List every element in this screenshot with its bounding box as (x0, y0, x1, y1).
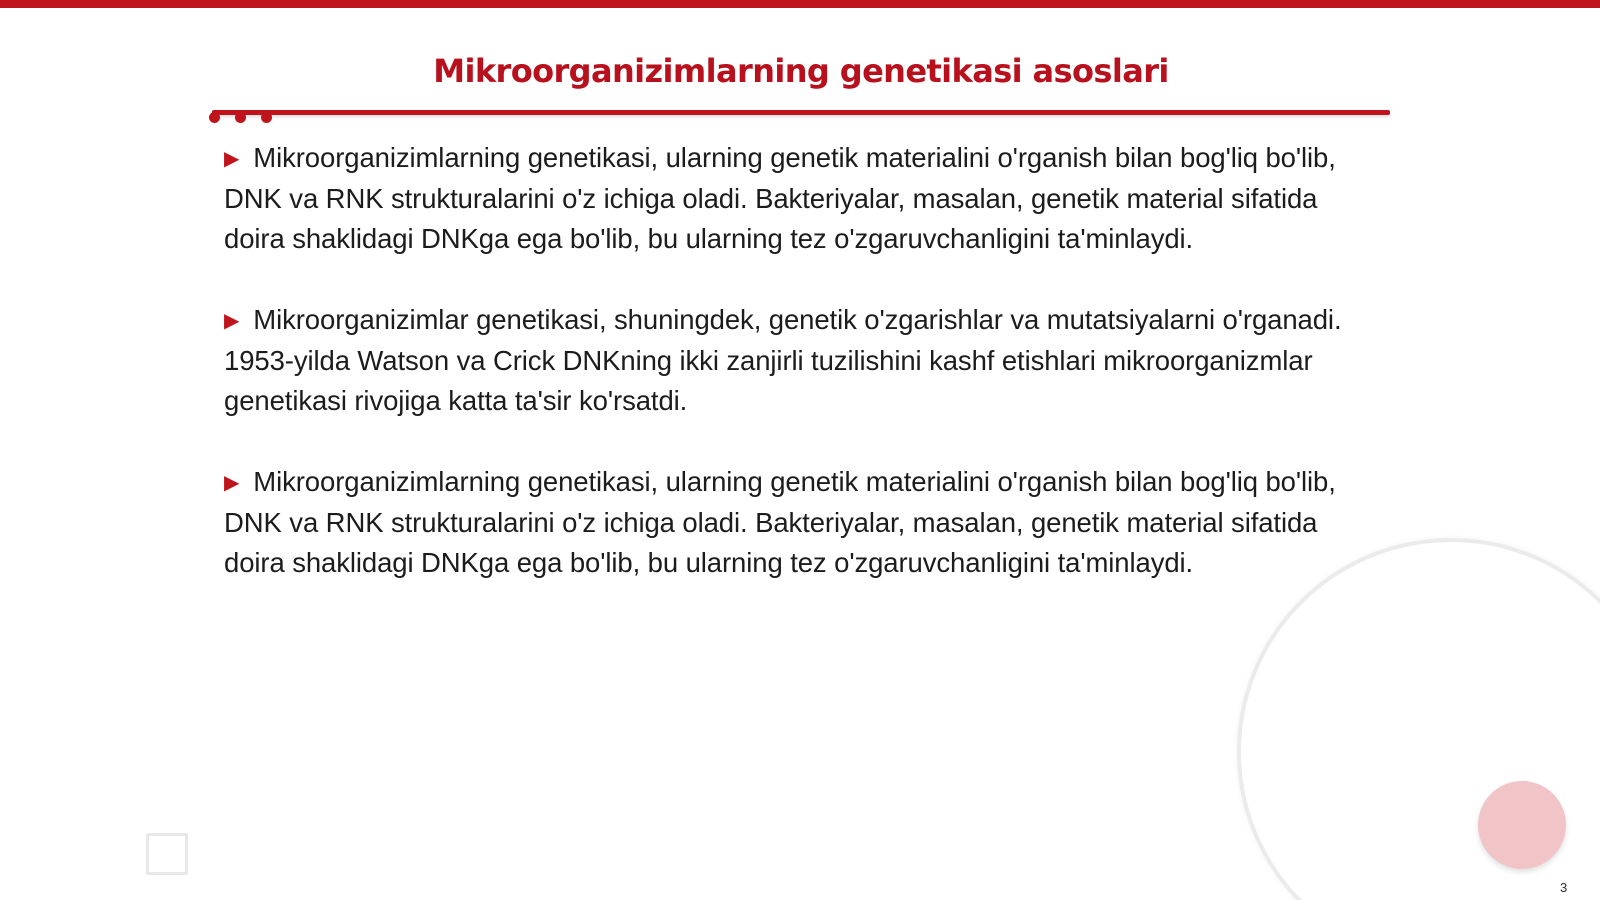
triangle-right-icon: ▶ (224, 472, 240, 494)
top-accent-bar (0, 0, 1600, 8)
bullet-text: Mikroorganizimlarning genetikasi, ularning genetik materialini o'rganish bilan bog'liq bo'lib, DNK va RNK strukturalarini o'z ichiga oladi. Bakteriyalar, masalan, genetik material sifatida doira shaklidagi DNKga ega bo'lib, bu ularning tez o'zgaruvchanligini ta'minlaydi. (224, 142, 1336, 254)
title-underline (212, 110, 1390, 115)
bullet-item (224, 138, 1364, 259)
page-number: 3 (1560, 880, 1568, 895)
rule-dot (209, 112, 220, 123)
bullet-item (224, 300, 1364, 421)
triangle-right-icon: ▶ (224, 310, 240, 332)
bullet-list (224, 138, 1364, 624)
rule-dot (261, 112, 272, 123)
decorative-square (146, 833, 188, 875)
triangle-right-icon: ▶ (224, 148, 240, 170)
slide-title: Mikroorganizimlarning genetikasi asoslari (433, 52, 1169, 90)
bullet-text: Mikroorganizimlarning genetikasi, ularning genetik materialini o'rganish bilan bog'liq bo'lib, DNK va RNK strukturalarini o'z ichiga oladi. Bakteriyalar, masalan, genetik material sifatida doira shaklidagi DNKga ega bo'lib, bu ularning tez o'zgaruvchanligini ta'minlaydi. (224, 466, 1336, 578)
decorative-pink-circle (1478, 781, 1566, 869)
rule-dot (235, 112, 246, 123)
bullet-item (224, 462, 1364, 583)
bullet-text: Mikroorganizimlar genetikasi, shuningdek, genetik o'zgarishlar va mutatsiyalarni o'rganadi. 1953-yilda Watson va Crick DNKning ikki zanjirli tuzilishini kashf etishlari mikroorganizmlar genetikasi rivojiga katta ta'sir ko'rsatdi. (224, 304, 1342, 416)
